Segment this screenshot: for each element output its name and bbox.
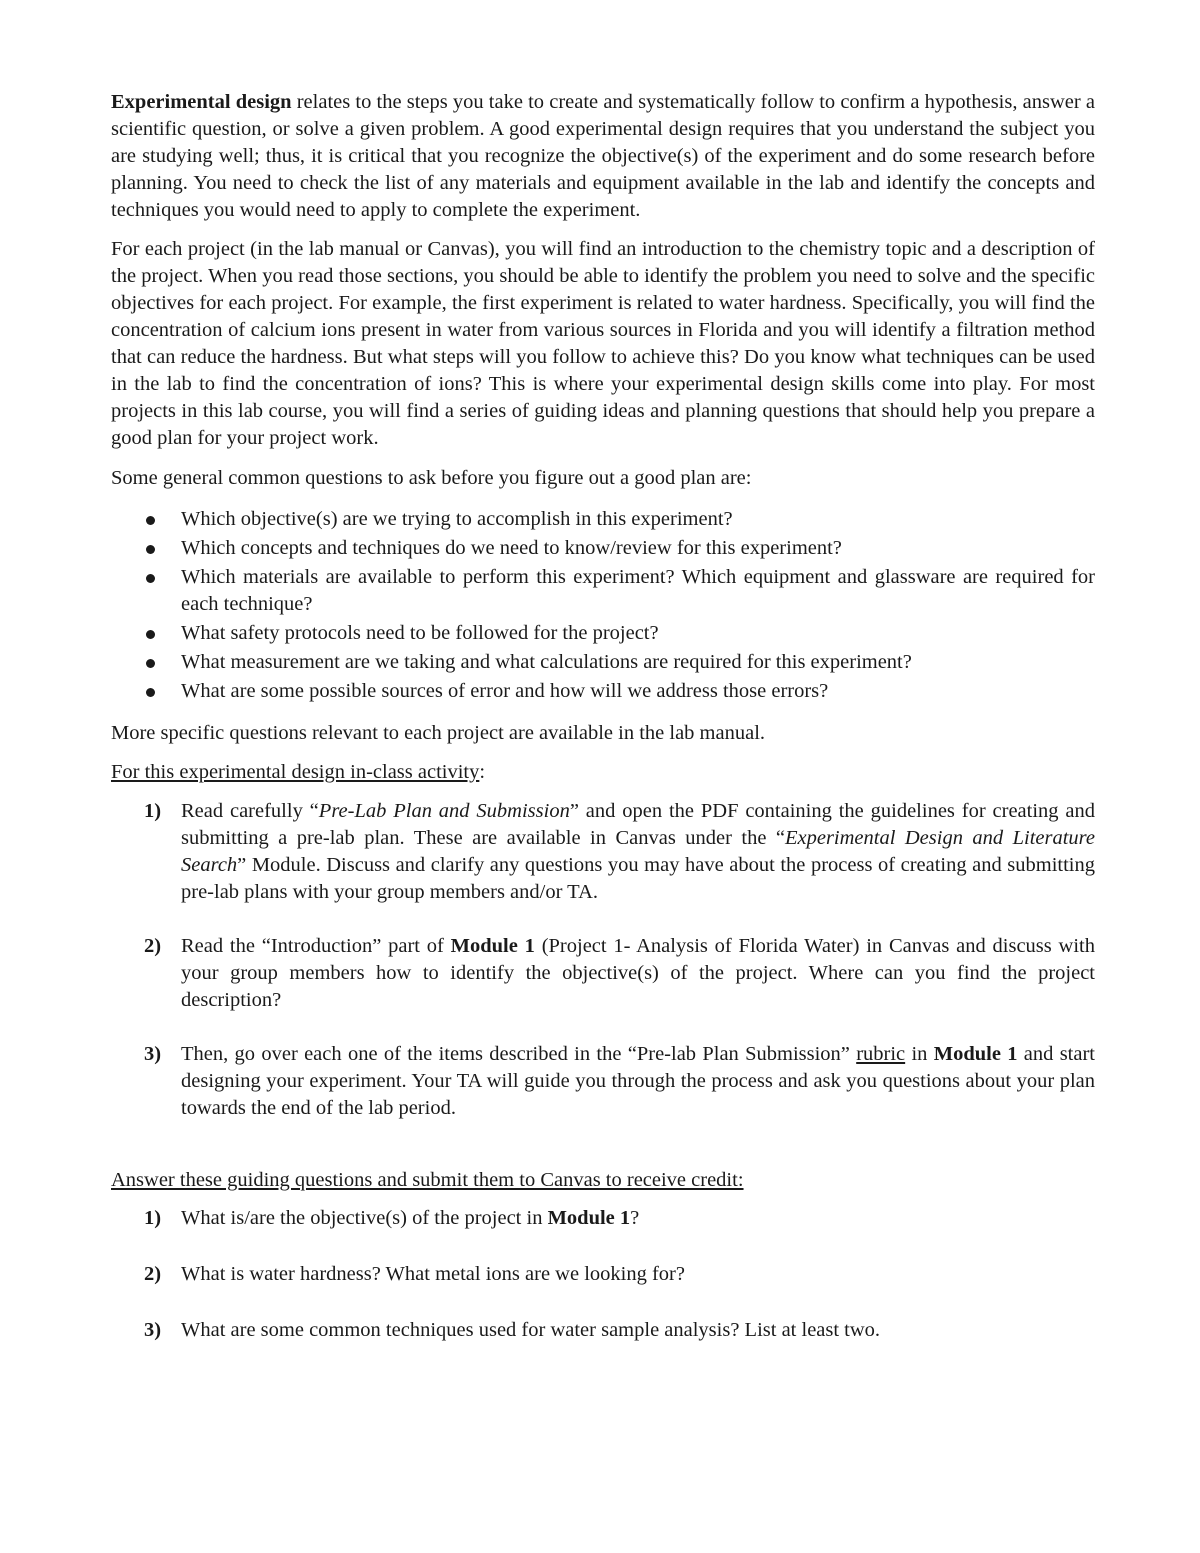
list-item: 1) What is/are the objective(s) of the project in Module 1? — [111, 1205, 1095, 1232]
question-number: 1) — [144, 1207, 162, 1229]
document-page — [111, 89, 1095, 1373]
project-paragraph: For each project (in the lab manual or Canvas), you will find an introduction to the chemistry topic and a description of the project. When you read those sections, you should be able to identify the problem you need to solve and the specific objectives for each project. For example, the first experiment is related to water hardness. Specifically, you will find the concentration of calcium ions present in water from various sources in Florida and you will identify a filtration method that can reduce the hardness. But what steps will you follow to achieve this? Do you know what techniques can be used in the lab to find the concentration of ions? This is where your experimental design skills come into play. For most projects in this lab course, you will find a series of guiding ideas and planning questions that should help you prepare a good plan for your project work. — [111, 238, 1095, 449]
questions-intro: Some general common questions to ask before you figure out a good plan are: — [111, 467, 752, 489]
list-item: Which concepts and techniques do we need to know/review for this experiment? — [111, 535, 1095, 562]
guiding-questions-list — [111, 1205, 1095, 1344]
bullet-icon — [146, 688, 155, 697]
specific-questions-note: More specific questions relevant to each project are available in the lab manual. — [111, 722, 766, 744]
general-questions-list — [111, 506, 1095, 705]
list-item: Which materials are available to perform this experiment? Which equipment and glassware are required for each technique? — [111, 564, 1095, 618]
bullet-icon — [146, 545, 155, 554]
intro-term: Experimental design — [111, 91, 292, 113]
list-item: 1) Read carefully “Pre-Lab Plan and Submission” and open the PDF containing the guidelines for creating and submitting a pre-lab plan. These are available in Canvas under the “Experimental Design and Literature Search” Module. Discuss and clarify any questions you may have about the process of creating and submitting pre-lab plans with your group members and/or TA. — [144, 800, 1096, 903]
list-item: 3) What are some common techniques used for water sample analysis? List at least two. — [111, 1317, 1095, 1344]
bullet-icon — [146, 630, 155, 639]
list-item: 2) What is water hardness? What metal ions are we looking for? — [111, 1261, 1095, 1288]
questions-heading: Answer these guiding questions and submit them to Canvas to receive credit: — [111, 1169, 744, 1191]
list-item: 2) Read the “Introduction” part of Module 1 (Project 1- Analysis of Florida Water) in Canvas and discuss with your group members how to identify the objective(s) of the project. Where can you find the project description? — [144, 935, 1095, 1011]
list-item: Which objective(s) are we trying to accomplish in this experiment? — [111, 506, 1095, 533]
bullet-icon — [146, 659, 155, 668]
list-item: 3) Then, go over each one of the items described in the “Pre-lab Plan Submission” rubric in Module 1 and start designing your experiment. Your TA will guide you through the process and ask you questions about your plan towards the end of the lab period. — [144, 1043, 1095, 1119]
activity-heading: For this experimental design in-class activity: — [111, 761, 486, 783]
list-item: What are some possible sources of error and how will we address those errors? — [111, 678, 1095, 705]
intro-text: relates to the steps you take to create and systematically follow to confirm a hypothesis, answer a scientific question, or solve a given problem. A good experimental design requires that you understand the subject you are studying well; thus, it is critical that you recognize the objective(s) of the experiment and do some research before planning. You need to check the list of any materials and equipment available in the lab and identify the concepts and techniques you would need to apply to complete the experiment. — [111, 91, 1095, 221]
bullet-icon — [146, 574, 155, 583]
step-number: 2) — [144, 935, 162, 957]
rubric-link[interactable]: rubric — [856, 1043, 906, 1065]
intro-paragraph — [111, 89, 1095, 224]
step-number: 3) — [144, 1043, 162, 1065]
activity-steps-list — [111, 798, 1095, 1122]
list-item: What safety protocols need to be followed for the project? — [111, 620, 1095, 647]
question-number: 3) — [144, 1319, 162, 1341]
list-item: What measurement are we taking and what calculations are required for this experiment? — [111, 649, 1095, 676]
bullet-icon — [146, 516, 155, 525]
question-number: 2) — [144, 1263, 162, 1285]
step-number: 1) — [144, 800, 162, 822]
